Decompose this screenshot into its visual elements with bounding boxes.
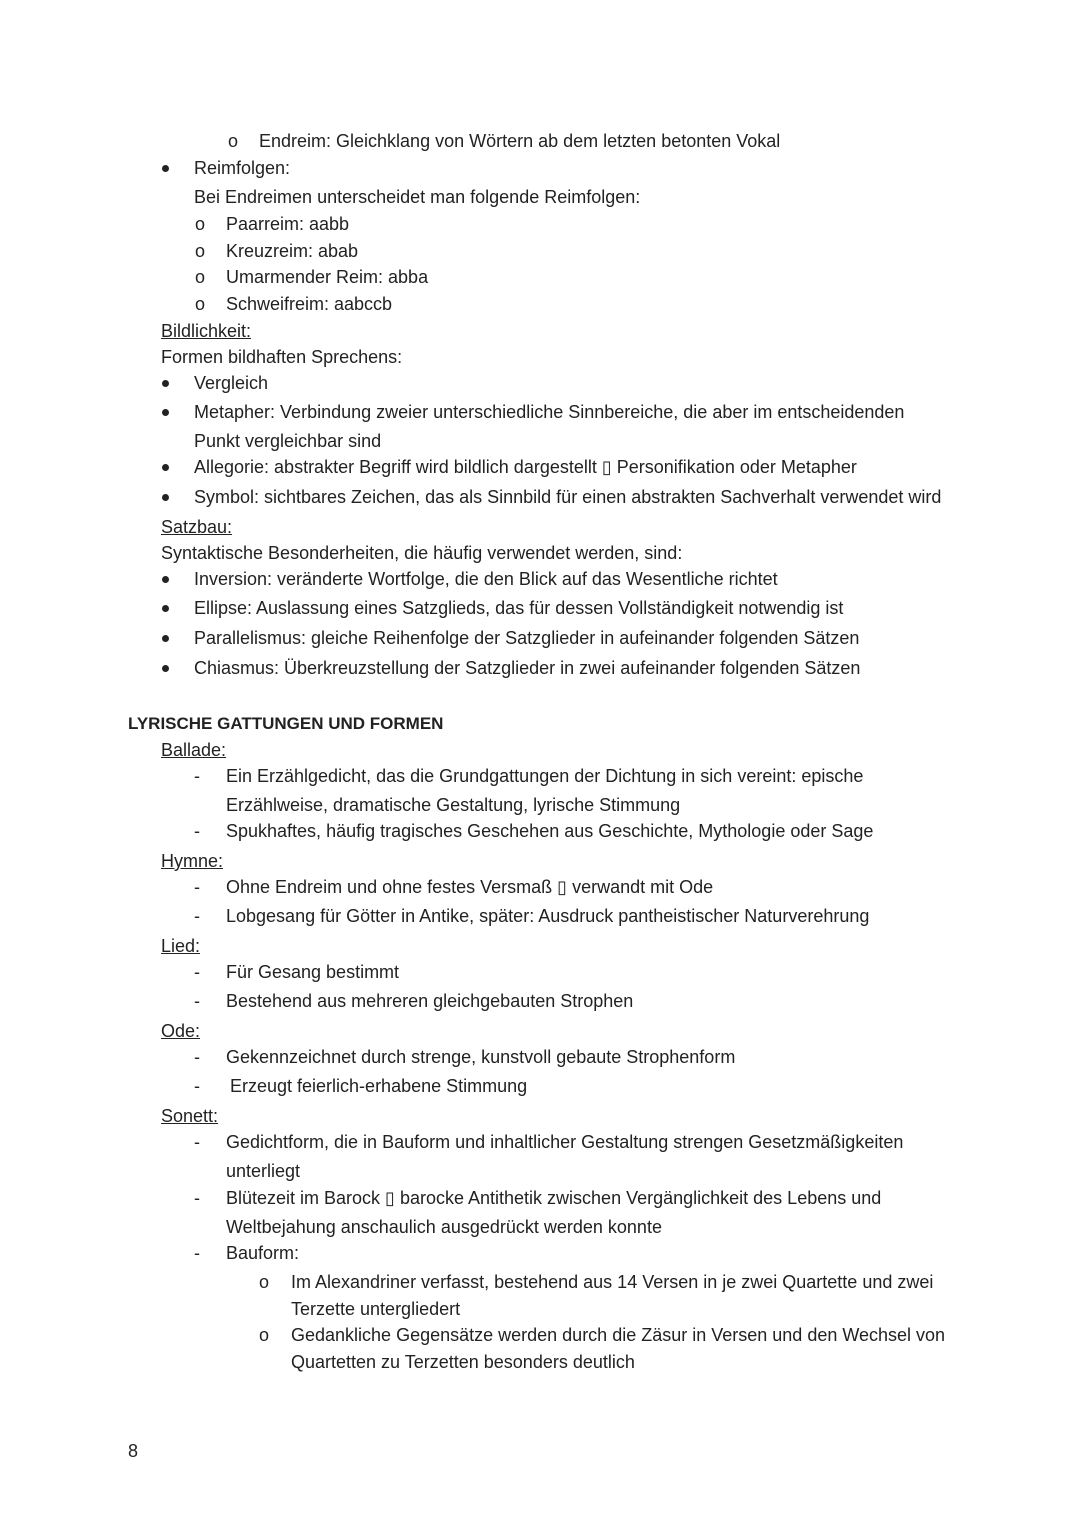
bildlichkeit-item: Symbol: sichtbares Zeichen, das als Sinnbild für einen abstrakten Sachverhalt verwendet wird [194,487,942,507]
dash-bullet: - [194,766,200,786]
sonett-item-continued: Weltbejahung anschaulich ausgedrückt werden konnte [226,1217,662,1237]
ode-item: Gekennzeichnet durch strenge, kunstvoll gebaute Strophenform [226,1047,736,1067]
bullet [162,605,169,612]
satzbau-item: Ellipse: Auslassung eines Satzglieds, das für dessen Vollständigkeit notwendig ist [194,598,844,618]
satzbau-item: Chiasmus: Überkreuzstellung der Satzglieder in zwei aufeinander folgenden Sätzen [194,658,861,678]
dash-bullet: - [194,1076,200,1096]
sonett-item: Blütezeit im Barock ▯ barocke Antithetik zwischen Vergänglichkeit des Lebens und [226,1188,882,1208]
bildlichkeit-intro: Formen bildhaften Sprechens: [161,347,403,367]
page-number: 8 [128,1441,139,1461]
dash-bullet: - [194,991,200,1011]
dash-bullet: - [194,1188,200,1208]
hymne-item: Lobgesang für Götter in Antike, später: Ausdruck pantheistischer Naturverehrung [226,906,870,926]
lied-item: Bestehend aus mehreren gleichgebauten Strophen [226,991,634,1011]
satzbau-item: Parallelismus: gleiche Reihenfolge der Satzglieder in aufeinander folgenden Sätzen [194,628,860,648]
ballade-item: Spukhaftes, häufig tragisches Geschehen aus Geschichte, Mythologie oder Sage [226,821,874,841]
circle-bullet: o [195,294,206,314]
bullet [162,576,169,583]
circle-bullet: o [195,241,206,261]
reimfolge-item: Schweifreim: aabccb [226,294,393,314]
bauform-item-continued: Quartetten zu Terzetten besonders deutlich [291,1352,635,1372]
reimfolge-item: Kreuzreim: abab [226,241,359,261]
sonett-item-continued: unterliegt [226,1161,301,1181]
reimfolge-item: Umarmender Reim: abba [226,267,429,287]
ode-item: Erzeugt feierlich-erhabene Stimmung [230,1076,528,1096]
reimfolgen-label: Reimfolgen: [194,158,291,178]
reimfolge-item: Paarreim: aabb [226,214,350,234]
dash-bullet: - [194,877,200,897]
bullet [162,665,169,672]
satzbau-heading: Satzbau: [161,517,233,537]
bullet [162,380,169,387]
dash-bullet: - [194,906,200,926]
sonett-item: Gedichtform, die in Bauform und inhaltlicher Gestaltung strengen Gesetzmäßigkeiten [226,1132,904,1152]
circle-bullet: o [259,1272,270,1292]
circle-bullet: o [228,131,239,151]
section-heading: LYRISCHE GATTUNGEN UND FORMEN [128,714,444,733]
satzbau-intro: Syntaktische Besonderheiten, die häufig verwendet werden, sind: [161,543,683,563]
circle-bullet: o [259,1325,270,1345]
circle-bullet: o [195,214,206,234]
ballade-label: Ballade: [161,740,227,760]
dash-bullet: - [194,821,200,841]
reimfolgen-intro: Bei Endreimen unterscheidet man folgende Reimfolgen: [194,187,641,207]
circle-bullet: o [195,267,206,287]
bildlichkeit-heading: Bildlichkeit: [161,321,252,341]
bullet [162,165,169,172]
bauform-item: Gedankliche Gegensätze werden durch die Zäsur in Versen und den Wechsel von [291,1325,946,1345]
bildlichkeit-item-continued: Punkt vergleichbar sind [194,431,382,451]
bildlichkeit-item: Metapher: Verbindung zweier unterschiedliche Sinnbereiche, die aber im entscheidenden [194,402,905,422]
bildlichkeit-item: Vergleich [194,373,269,393]
sonett-item: Bauform: [226,1243,300,1263]
dash-bullet: - [194,1132,200,1152]
ode-label: Ode: [161,1021,201,1041]
ballade-item: Ein Erzählgedicht, das die Grundgattungen der Dichtung in sich vereint: epische [226,766,864,786]
endreim-text: Endreim: Gleichklang von Wörtern ab dem letzten betonten Vokal [259,131,781,151]
bullet [162,464,169,471]
dash-bullet: - [194,1047,200,1067]
hymne-label: Hymne: [161,851,224,871]
satzbau-item: Inversion: veränderte Wortfolge, die den Blick auf das Wesentliche richtet [194,569,778,589]
bullet [162,409,169,416]
bauform-item-continued: Terzette untergliedert [291,1299,461,1319]
bullet [162,635,169,642]
lied-item: Für Gesang bestimmt [226,962,400,982]
dash-bullet: - [194,1243,200,1263]
ballade-item-continued: Erzählweise, dramatische Gestaltung, lyrische Stimmung [226,795,681,815]
sonett-label: Sonett: [161,1106,219,1126]
hymne-item: Ohne Endreim und ohne festes Versmaß ▯ verwandt mit Ode [226,877,714,897]
bildlichkeit-item: Allegorie: abstrakter Begriff wird bildlich dargestellt ▯ Personifikation oder Metapher [194,457,857,477]
dash-bullet: - [194,962,200,982]
bauform-item: Im Alexandriner verfasst, bestehend aus 14 Versen in je zwei Quartette und zwei [291,1272,934,1292]
lied-label: Lied: [161,936,201,956]
bullet [162,494,169,501]
